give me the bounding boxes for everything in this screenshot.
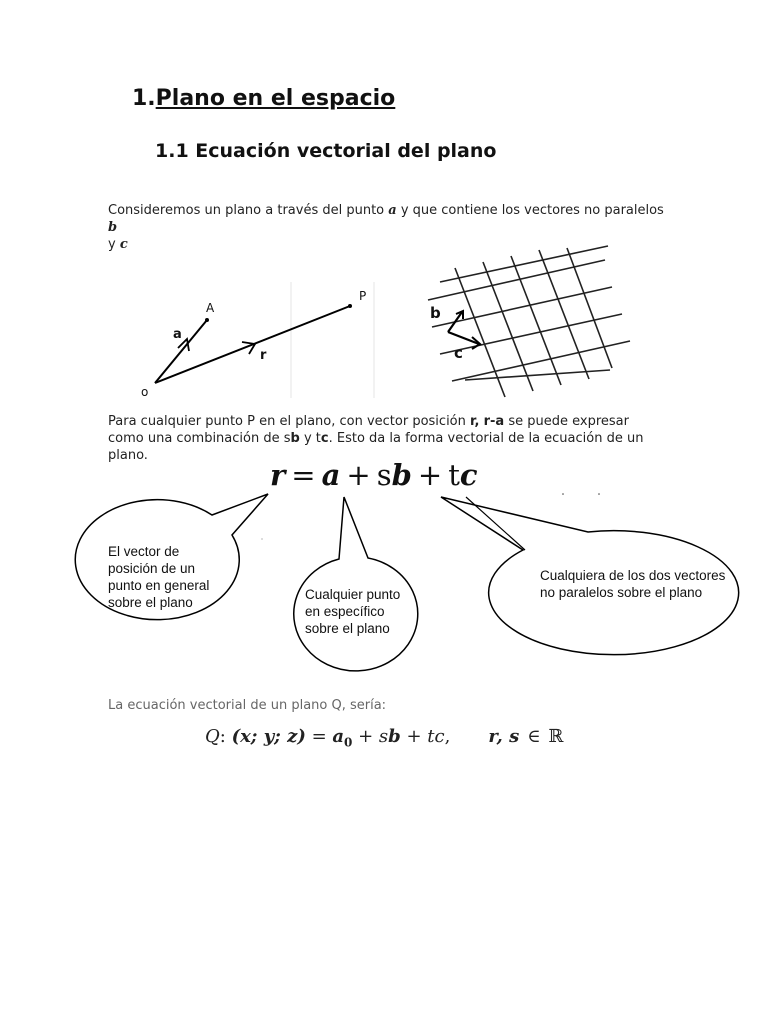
formula-t: t (448, 458, 460, 492)
label-A: A (206, 301, 215, 315)
formula-a: a (321, 458, 341, 492)
label-r: r (260, 348, 267, 363)
plane-q-intro: La ecuación vectorial de un plano Q, sería: (108, 698, 387, 713)
formula-q-a0: a (332, 726, 345, 747)
formula-r: r (270, 458, 286, 492)
bubble-right-text: Cualquiera de los dos vectores no paralelos sobre el plano (540, 568, 726, 600)
label-c: c (454, 344, 463, 362)
intro-vector-b: b (108, 220, 118, 235)
bubble-middle-shape (294, 497, 418, 671)
explanation-r: r, (470, 414, 480, 429)
label-origin: o (141, 385, 149, 399)
bubble-left-text: El vector de posición de un punto en general sobre el plano (108, 544, 210, 610)
explanation-text-2: se puede expresar como una combinación de s (108, 414, 629, 446)
intro-vector-a: a (388, 203, 397, 218)
intro-vector-c: c (119, 237, 128, 252)
formula-q-vars: r, s (488, 726, 520, 747)
section-title: Plano en el espacio (155, 86, 396, 111)
formula-equals: = (291, 458, 316, 492)
explanation-c: c (320, 431, 329, 446)
intro-text-2: y que contiene los vectores no paralelos (396, 203, 664, 218)
explanation-text-3: y t (299, 431, 321, 446)
formula-b: b (391, 458, 412, 492)
formula-q-name: Q (205, 726, 220, 747)
label-a: a (173, 327, 182, 342)
formula-s: s (376, 458, 392, 492)
plane-q-equation: Q: (x; y; $z) = a_0$ + sb + tc, r, s ∈ ℝ (205, 726, 564, 750)
formula-plus-2: + (417, 458, 443, 492)
section-number: 1. (132, 86, 156, 111)
explanation-text-4: . Esto da la forma vectorial de la ecuación de un plano. (108, 431, 644, 463)
bubble-middle-text: Cualquier punto en específico sobre el plano (305, 587, 401, 636)
explanation-text-1: Para cualquier punto P en el plano, con vector posición (108, 414, 471, 429)
explanation-b: b (290, 431, 300, 446)
formula-c: c (459, 458, 478, 492)
label-b: b (430, 304, 441, 322)
formula-plus-1: + (346, 458, 371, 492)
label-P: P (359, 289, 367, 303)
intro-text-3: y (108, 237, 120, 252)
formula-q-reals: ℝ (548, 726, 564, 747)
intro-text-1: Consideremos un plano a través del punto (108, 203, 389, 218)
formula-q-tuple: (x; y; z) (231, 726, 306, 747)
subsection-heading: 1.1 Ecuación vectorial del plano (155, 140, 497, 162)
explanation-r-minus-a: r-a (483, 414, 505, 429)
